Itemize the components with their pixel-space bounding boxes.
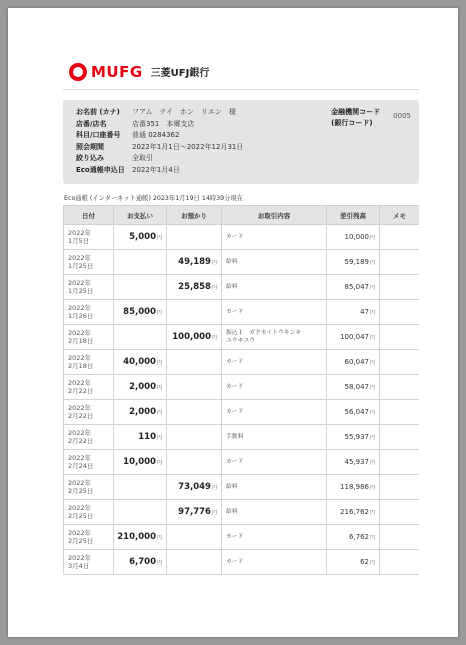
memo-cell — [380, 425, 420, 450]
mufg-logo-text: MUFG — [91, 62, 143, 81]
description-cell — [222, 225, 327, 250]
description-line1: カード — [226, 234, 244, 240]
deposit-cell-value: 49,189 — [178, 257, 211, 267]
deposit-cell — [167, 275, 222, 300]
payment-cell-value: 6,700 — [129, 557, 156, 567]
balance-cell-value: 85,047 — [344, 283, 369, 291]
description-line1: 給料 — [226, 484, 238, 490]
column-header-description: お取引内容 — [222, 206, 327, 225]
table-row — [64, 350, 420, 375]
deposit-cell — [167, 475, 222, 500]
description-line1: カード — [226, 559, 244, 565]
description-cell — [222, 500, 327, 525]
description-cell — [222, 275, 327, 300]
balance-cell-value: 62 — [360, 558, 369, 566]
date-day: 1月25日 — [68, 287, 94, 295]
balance-cell — [327, 300, 380, 325]
yen-unit: 円 — [369, 385, 375, 391]
yen-unit: 円 — [369, 535, 375, 541]
info-row — [76, 165, 409, 177]
description-line1: 給料 — [226, 509, 238, 515]
bank-name: 三菱UFJ銀行 — [150, 68, 210, 79]
balance-cell-value: 45,937 — [344, 458, 369, 466]
balance-cell-value: 60,047 — [344, 358, 369, 366]
bank-code-label-line1: 金融機関コード — [331, 108, 381, 116]
date-cell — [64, 500, 114, 525]
bank-code-label-line2: (銀行コード) — [331, 119, 373, 127]
payment-cell-value: 10,000 — [123, 457, 156, 467]
yen-unit: 円 — [369, 510, 375, 516]
yen-unit: 円 — [156, 385, 162, 391]
date-year: 2022年 — [68, 378, 92, 387]
description-cell — [222, 350, 327, 375]
date-cell — [64, 300, 114, 325]
date-cell — [64, 350, 114, 375]
description-line1: 振込１ ガクセイトウキンキ — [226, 330, 302, 336]
date-day: 2月22日 — [68, 412, 94, 420]
yen-unit: 円 — [369, 485, 375, 491]
yen-unit: 円 — [156, 460, 162, 466]
balance-cell-value: 58,047 — [344, 383, 369, 391]
memo-cell — [380, 225, 420, 250]
date-year: 2022年 — [68, 503, 92, 512]
date-day: 2月25日 — [68, 487, 94, 495]
table-row — [64, 225, 420, 250]
yen-unit: 円 — [369, 285, 375, 291]
description-cell — [222, 250, 327, 275]
document-page — [8, 8, 458, 637]
table-row — [64, 275, 420, 300]
description-cell — [222, 425, 327, 450]
payment-cell — [114, 475, 167, 500]
balance-cell — [327, 400, 380, 425]
info-label: 店番/店名 — [76, 119, 107, 128]
balance-cell — [327, 325, 380, 350]
date-cell — [64, 425, 114, 450]
date-cell — [64, 325, 114, 350]
deposit-cell-value: 73,049 — [178, 482, 211, 492]
yen-unit: 円 — [369, 235, 375, 241]
deposit-cell — [167, 375, 222, 400]
deposit-cell — [167, 550, 222, 575]
table-row — [64, 325, 420, 350]
date-year: 2022年 — [68, 278, 92, 287]
description-line1: カード — [226, 359, 244, 365]
date-cell — [64, 225, 114, 250]
yen-unit: 円 — [156, 435, 162, 441]
table-row — [64, 450, 420, 475]
date-cell — [64, 525, 114, 550]
balance-cell-value: 56,047 — [344, 408, 369, 416]
memo-cell — [380, 450, 420, 475]
yen-unit: 円 — [369, 410, 375, 416]
yen-unit: 円 — [369, 335, 375, 341]
date-day: 2月24日 — [68, 462, 94, 470]
bank-code-label — [331, 107, 385, 129]
balance-cell — [327, 225, 380, 250]
yen-unit: 円 — [211, 485, 217, 491]
description-cell — [222, 525, 327, 550]
payment-cell — [114, 525, 167, 550]
memo-cell — [380, 350, 420, 375]
date-day: 2月18日 — [68, 362, 94, 370]
memo-cell — [380, 300, 420, 325]
info-value: 全取引 — [132, 154, 153, 162]
yen-unit: 円 — [156, 360, 162, 366]
date-cell — [64, 550, 114, 575]
info-label: お名前 (カナ) — [76, 108, 120, 116]
yen-unit: 円 — [156, 410, 162, 416]
balance-cell-value: 100,047 — [340, 333, 369, 341]
description-line1: 給料 — [226, 284, 238, 290]
date-day: 2月18日 — [68, 337, 94, 345]
description-line1: カード — [226, 534, 244, 540]
yen-unit: 円 — [211, 335, 217, 341]
info-value: 2022年1月1日〜2022年12月31日 — [132, 142, 244, 151]
date-cell — [64, 250, 114, 275]
deposit-cell — [167, 300, 222, 325]
info-value: 店番351 本郷支店 — [132, 119, 195, 128]
yen-unit: 円 — [211, 510, 217, 516]
description-line1: カード — [226, 309, 244, 315]
table-row — [64, 400, 420, 425]
statement — [63, 54, 419, 582]
date-cell — [64, 400, 114, 425]
description-cell — [222, 475, 327, 500]
memo-cell — [380, 525, 420, 550]
date-cell — [64, 450, 114, 475]
memo-cell — [380, 475, 420, 500]
description-cell — [222, 325, 327, 350]
balance-cell — [327, 275, 380, 300]
date-day: 2月22日 — [68, 387, 94, 395]
date-cell — [64, 475, 114, 500]
info-label: 絞り込み — [76, 154, 104, 162]
deposit-cell-value: 25,858 — [178, 282, 211, 292]
description-line2: ユウキユウ — [226, 338, 255, 344]
description-cell — [222, 550, 327, 575]
date-cell — [64, 275, 114, 300]
payment-cell — [114, 375, 167, 400]
info-row — [76, 153, 409, 165]
deposit-cell — [167, 250, 222, 275]
description-line1: カード — [226, 384, 244, 390]
date-day: 1月26日 — [68, 312, 94, 320]
column-header-memo: メモ — [380, 206, 420, 225]
as-of-timestamp: Eco通帳 (インターネット通帳) 2023年1月19日 14時39分現在 — [64, 195, 244, 202]
transaction-table — [63, 205, 419, 575]
deposit-cell — [167, 450, 222, 475]
yen-unit: 円 — [369, 560, 375, 566]
balance-cell — [327, 250, 380, 275]
balance-cell-value: 6,762 — [348, 533, 369, 541]
table-header-row — [64, 206, 420, 225]
date-cell — [64, 375, 114, 400]
date-day: 2月25日 — [68, 537, 94, 545]
account-info-box — [63, 100, 419, 184]
payment-cell — [114, 425, 167, 450]
payment-cell-value: 2,000 — [129, 382, 156, 392]
description-cell — [222, 300, 327, 325]
date-day: 2月25日 — [68, 512, 94, 520]
table-row — [64, 250, 420, 275]
balance-cell-value: 10,000 — [344, 233, 369, 241]
date-year: 2022年 — [68, 253, 92, 262]
memo-cell — [380, 375, 420, 400]
payment-cell — [114, 450, 167, 475]
payment-cell — [114, 325, 167, 350]
yen-unit: 円 — [369, 460, 375, 466]
payment-cell — [114, 300, 167, 325]
balance-cell — [327, 425, 380, 450]
balance-cell-value: 59,189 — [344, 258, 369, 266]
info-value: フアム テイ ホン リエン 様 — [132, 108, 236, 116]
balance-cell — [327, 550, 380, 575]
column-header-balance: 差引残高 — [327, 206, 380, 225]
balance-cell-value: 47 — [360, 308, 369, 316]
deposit-cell — [167, 350, 222, 375]
payment-cell — [114, 250, 167, 275]
date-year: 2022年 — [68, 328, 92, 337]
memo-cell — [380, 325, 420, 350]
balance-cell-value: 55,937 — [344, 433, 369, 441]
info-value: 2022年1月4日 — [132, 165, 180, 174]
description-cell — [222, 400, 327, 425]
table-row — [64, 525, 420, 550]
bank-header — [63, 54, 419, 90]
bank-code-value: 0005 — [393, 112, 411, 120]
deposit-cell-value: 97,776 — [178, 507, 211, 517]
description-cell — [222, 375, 327, 400]
balance-cell-value: 216,762 — [340, 508, 369, 516]
memo-cell — [380, 250, 420, 275]
info-label: 科目/口座番号 — [76, 131, 121, 139]
info-label: 照会期間 — [76, 142, 104, 151]
payment-cell-value: 110 — [138, 432, 156, 442]
column-header-deposit: お預かり — [167, 206, 222, 225]
date-year: 2022年 — [68, 228, 92, 237]
date-year: 2022年 — [68, 303, 92, 312]
payment-cell-value: 210,000 — [117, 532, 156, 542]
deposit-cell — [167, 500, 222, 525]
table-row — [64, 475, 420, 500]
payment-cell — [114, 225, 167, 250]
balance-cell — [327, 525, 380, 550]
yen-unit: 円 — [369, 260, 375, 266]
date-day: 1月25日 — [68, 262, 94, 270]
yen-unit: 円 — [369, 310, 375, 316]
balance-cell — [327, 450, 380, 475]
payment-cell-value: 40,000 — [123, 357, 156, 367]
date-year: 2022年 — [68, 453, 92, 462]
date-year: 2022年 — [68, 553, 92, 562]
deposit-cell-value: 100,000 — [172, 332, 211, 342]
date-year: 2022年 — [68, 528, 92, 537]
yen-unit: 円 — [156, 310, 162, 316]
balance-cell — [327, 350, 380, 375]
bank-code — [331, 107, 411, 129]
balance-cell-value: 118,986 — [340, 483, 369, 491]
date-year: 2022年 — [68, 403, 92, 412]
memo-cell — [380, 275, 420, 300]
deposit-cell — [167, 425, 222, 450]
deposit-cell — [167, 325, 222, 350]
deposit-cell — [167, 525, 222, 550]
description-line1: 手数料 — [226, 434, 244, 440]
payment-cell-value: 85,000 — [123, 307, 156, 317]
description-line1: カード — [226, 459, 244, 465]
payment-cell — [114, 350, 167, 375]
yen-unit: 円 — [156, 560, 162, 566]
yen-unit: 円 — [156, 235, 162, 241]
yen-unit: 円 — [211, 260, 217, 266]
deposit-cell — [167, 225, 222, 250]
info-value: 普通 0284362 — [132, 131, 180, 139]
info-row — [76, 130, 409, 142]
balance-cell — [327, 375, 380, 400]
date-year: 2022年 — [68, 353, 92, 362]
description-line1: カード — [226, 409, 244, 415]
payment-cell-value: 2,000 — [129, 407, 156, 417]
memo-cell — [380, 550, 420, 575]
table-row — [64, 300, 420, 325]
date-day: 2月22日 — [68, 437, 94, 445]
date-day: 1月5日 — [68, 237, 90, 245]
date-year: 2022年 — [68, 428, 92, 437]
table-row — [64, 550, 420, 575]
deposit-cell — [167, 400, 222, 425]
payment-cell-value: 5,000 — [129, 232, 156, 242]
column-header-payment: お支払い — [114, 206, 167, 225]
column-header-date: 日付 — [64, 206, 114, 225]
yen-unit: 円 — [369, 435, 375, 441]
date-day: 3月4日 — [68, 562, 90, 570]
yen-unit: 円 — [156, 535, 162, 541]
mufg-logo-icon — [69, 63, 87, 81]
payment-cell — [114, 275, 167, 300]
table-row — [64, 425, 420, 450]
memo-cell — [380, 400, 420, 425]
info-row — [76, 142, 409, 154]
info-label: Eco通帳申込日 — [76, 165, 125, 174]
payment-cell — [114, 500, 167, 525]
yen-unit: 円 — [369, 360, 375, 366]
payment-cell — [114, 400, 167, 425]
table-body — [64, 225, 420, 575]
balance-cell — [327, 500, 380, 525]
description-line1: 給料 — [226, 259, 238, 265]
balance-cell — [327, 475, 380, 500]
table-row — [64, 375, 420, 400]
description-cell — [222, 450, 327, 475]
date-year: 2022年 — [68, 478, 92, 487]
payment-cell — [114, 550, 167, 575]
yen-unit: 円 — [211, 285, 217, 291]
memo-cell — [380, 500, 420, 525]
table-row — [64, 500, 420, 525]
